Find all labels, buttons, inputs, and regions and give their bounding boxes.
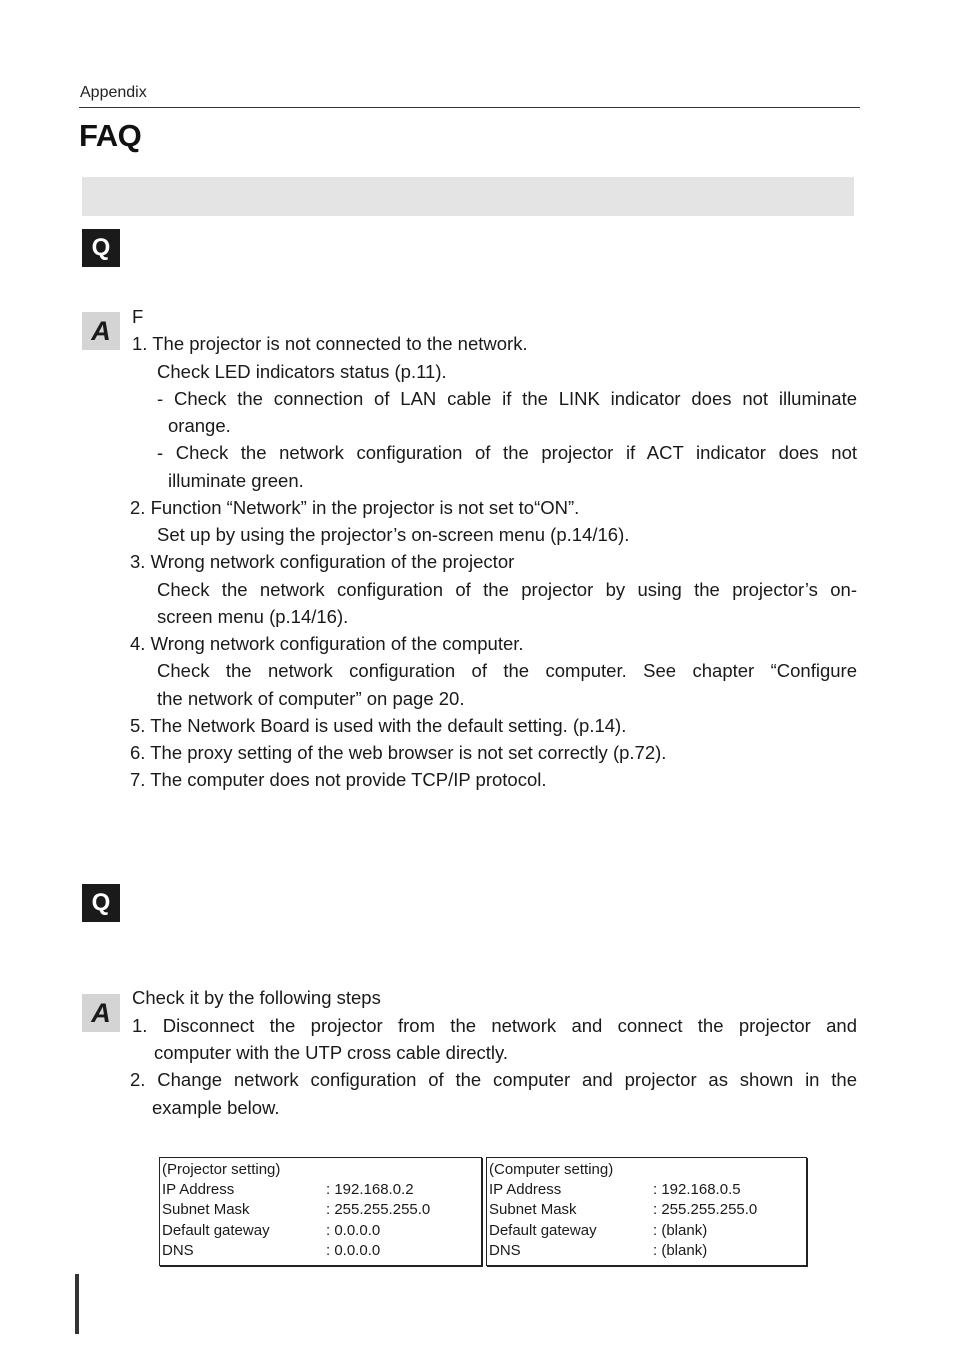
item-text: Wrong network configuration of the computer. (150, 633, 524, 654)
setting-value: : 255.255.255.0 (653, 1201, 758, 1218)
item-number: 1. (132, 333, 148, 354)
list-item (130, 1069, 857, 1091)
setting-label: DNS (489, 1242, 521, 1259)
item-detail: Check the network configuration of the projector by using the projector’s on- (157, 579, 857, 600)
item-text: The proxy setting of the web browser is not set correctly (p.72). (150, 742, 667, 763)
section-label: Appendix (80, 84, 147, 101)
item-text: The projector is not connected to the network. (152, 333, 528, 354)
answer-icon: A (82, 994, 120, 1032)
list-item (130, 497, 579, 519)
answer-icon: A (82, 312, 120, 350)
setting-label: Subnet Mask (162, 1201, 250, 1218)
list-item (130, 551, 514, 573)
header-divider (79, 107, 860, 108)
item-text: Change network configuration of the computer and projector as shown in the (157, 1069, 858, 1090)
setting-label: DNS (162, 1242, 194, 1259)
item-number: 7. (130, 769, 146, 790)
setting-label: Subnet Mask (489, 1201, 577, 1218)
item-detail: screen menu (p.14/16). (157, 606, 349, 627)
setting-label: Default gateway (489, 1222, 597, 1239)
setting-label: Default gateway (162, 1222, 270, 1239)
item-detail: Check LED indicators status (p.11). (157, 361, 447, 382)
setting-value: : 192.168.0.5 (653, 1181, 741, 1198)
item-continuation: example below. (152, 1097, 280, 1118)
setting-value: : 192.168.0.2 (326, 1181, 414, 1198)
item-text: Disconnect the projector from the network and connect the projector and (162, 1015, 858, 1036)
item-detail: Check the network configuration of the computer. See chapter “Configure (157, 660, 857, 681)
item-detail: illuminate green. (168, 470, 304, 491)
item-continuation: computer with the UTP cross cable directly. (154, 1042, 509, 1063)
item-detail: the network of computer” on page 20. (157, 688, 465, 709)
page-edge-bar (75, 1274, 79, 1334)
setting-value: : 0.0.0.0 (326, 1222, 381, 1239)
item-number: 3. (130, 551, 146, 572)
settings-title: (Computer setting) (489, 1161, 614, 1178)
item-detail: orange. (168, 415, 231, 436)
item-text: Function “Network” in the projector is not set to“ON”. (150, 497, 580, 518)
item-text: The Network Board is used with the default setting. (p.14). (150, 715, 627, 736)
list-item (130, 742, 666, 764)
settings-title: (Projector setting) (162, 1161, 281, 1178)
setting-label: IP Address (162, 1181, 235, 1198)
item-number: 2. (130, 497, 146, 518)
page-title: FAQ (79, 118, 142, 153)
item-number: 5. (130, 715, 146, 736)
item-number: 6. (130, 742, 146, 763)
list-item (130, 633, 524, 655)
list-item (132, 333, 528, 355)
list-item (130, 769, 547, 791)
setting-value: : 0.0.0.0 (326, 1242, 381, 1259)
section-band (82, 177, 854, 216)
setting-value: : (blank) (653, 1222, 708, 1239)
item-detail: Set up by using the projector’s on-screen menu (p.14/16). (157, 524, 630, 545)
projector-settings-box (159, 1157, 482, 1266)
answer-intro: F (132, 306, 144, 327)
list-item (130, 715, 626, 737)
item-text: Wrong network configuration of the projector (150, 551, 515, 572)
computer-settings-box (486, 1157, 807, 1266)
item-detail: - Check the network configuration of the projector if ACT indicator does not (157, 442, 857, 463)
setting-value: : (blank) (653, 1242, 708, 1259)
list-item (132, 1015, 857, 1037)
item-text: The computer does not provide TCP/IP protocol. (150, 769, 547, 790)
setting-label: IP Address (489, 1181, 562, 1198)
setting-value: : 255.255.255.0 (326, 1201, 431, 1218)
item-number: 2. (130, 1069, 146, 1090)
question-icon: Q (82, 229, 120, 267)
question-icon: Q (82, 884, 120, 922)
item-number: 4. (130, 633, 146, 654)
item-detail: - Check the connection of LAN cable if the LINK indicator does not illuminate (157, 388, 857, 409)
answer-intro: Check it by the following steps (132, 987, 381, 1008)
item-number: 1. (132, 1015, 148, 1036)
